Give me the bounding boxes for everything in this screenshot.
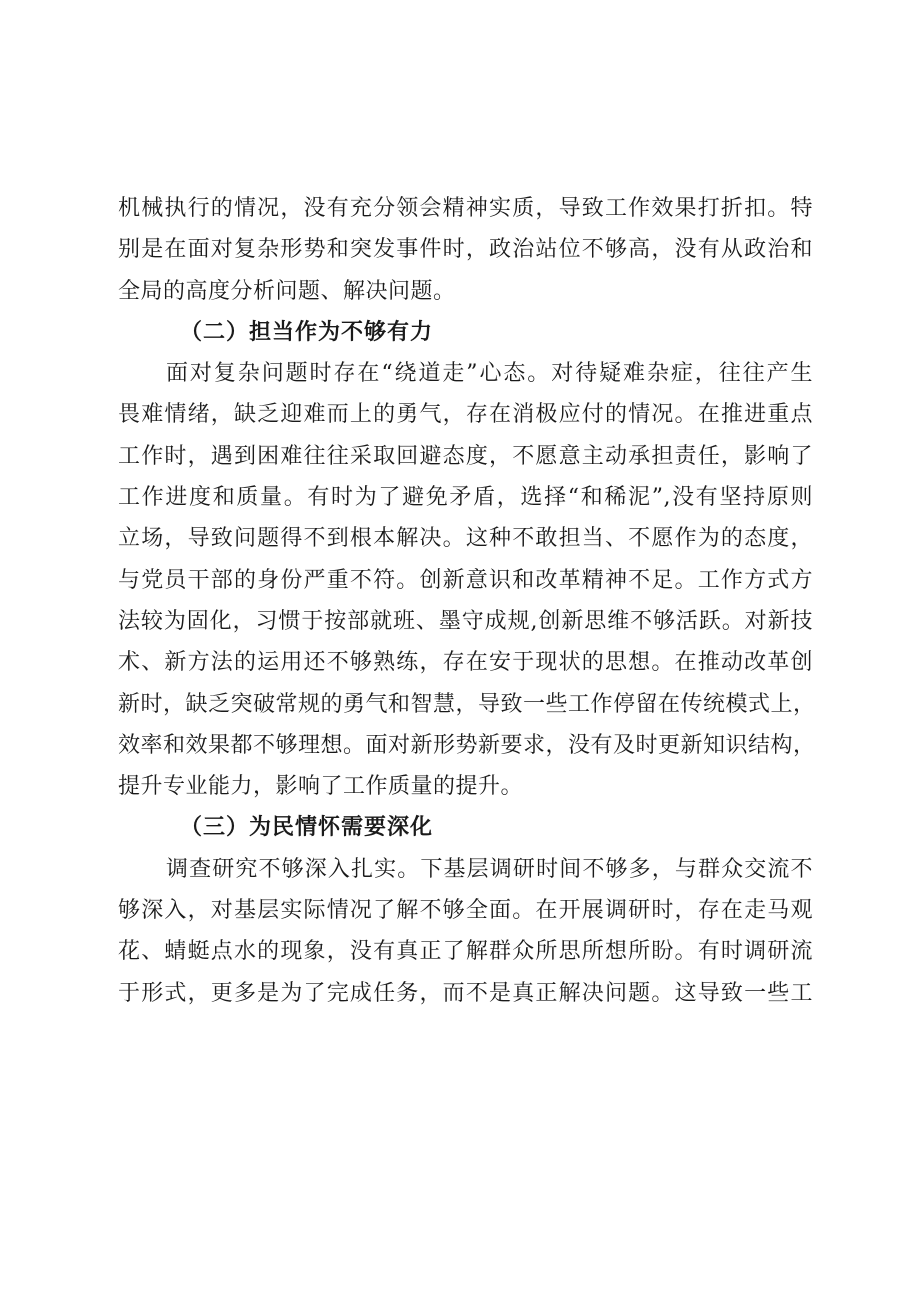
text-line: 畏难情绪，缺乏迎难而上的勇气，存在消极应付的情况。在推进重点: [118, 402, 813, 428]
text-line: 调查研究不够深入扎实。下基层调研时间不够多，与群众交流不: [166, 856, 813, 882]
paragraph-research: [118, 849, 813, 1014]
text-line: 于形式，更多是为了完成任务，而不是真正解决问题。这导致一些工: [118, 980, 813, 1006]
text-line: 机械执行的情况，没有充分领会精神实质，导致工作效果打折扣。特: [118, 196, 813, 221]
text-line: 术、新方法的运用还不够熟练，存在安于现状的思想。在推动改革创: [118, 650, 813, 676]
section-heading-2: （二）担当作为不够有力: [180, 319, 434, 345]
text-line: 别是在面对复杂形势和突发事件时，政治站位不够高，没有从政治和: [118, 237, 813, 263]
text-line: 提升专业能力，影响了工作质量的提升。: [118, 774, 524, 800]
text-line: 面对复杂问题时存在“绕道走”心态。对待疑难杂症，往往产生: [166, 361, 813, 387]
section-heading-3: （三）为民情怀需要深化: [180, 815, 434, 841]
text-line: 立场，导致问题得不到根本解决。这种不敢担当、不愿作为的态度，: [118, 526, 813, 552]
text-line: 全局的高度分析问题、解决问题。: [118, 278, 456, 304]
paragraph-responsibility: [118, 353, 816, 807]
text-line: 与党员干部的身份严重不符。创新意识和改革精神不足。工作方式方: [118, 567, 813, 593]
text-line: 新时，缺乏突破常规的勇气和智慧，导致一些工作停留在传统模式上，: [118, 691, 816, 717]
text-line: 工作进度和质量。有时为了避免矛盾，选择“和稀泥”,没有坚持原则: [118, 485, 813, 511]
text-line: 够深入，对基层实际情况了解不够全面。在开展调研时，存在走马观: [118, 898, 813, 924]
text-line: 花、蜻蜓点水的现象，没有真正了解群众所思所想所盼。有时调研流: [118, 939, 813, 965]
paragraph-continuation: [118, 188, 813, 312]
document-body: [118, 188, 816, 1014]
text-line: 效率和效果都不够理想。面对新形势新要求，没有及时更新知识结构，: [118, 732, 816, 758]
text-line: 法较为固化，习惯于按部就班、墨守成规,创新思维不够活跃。对新技: [118, 608, 813, 634]
text-line: 工作时，遇到困难往往采取回避态度，不愿意主动承担责任，影响了: [118, 443, 813, 469]
